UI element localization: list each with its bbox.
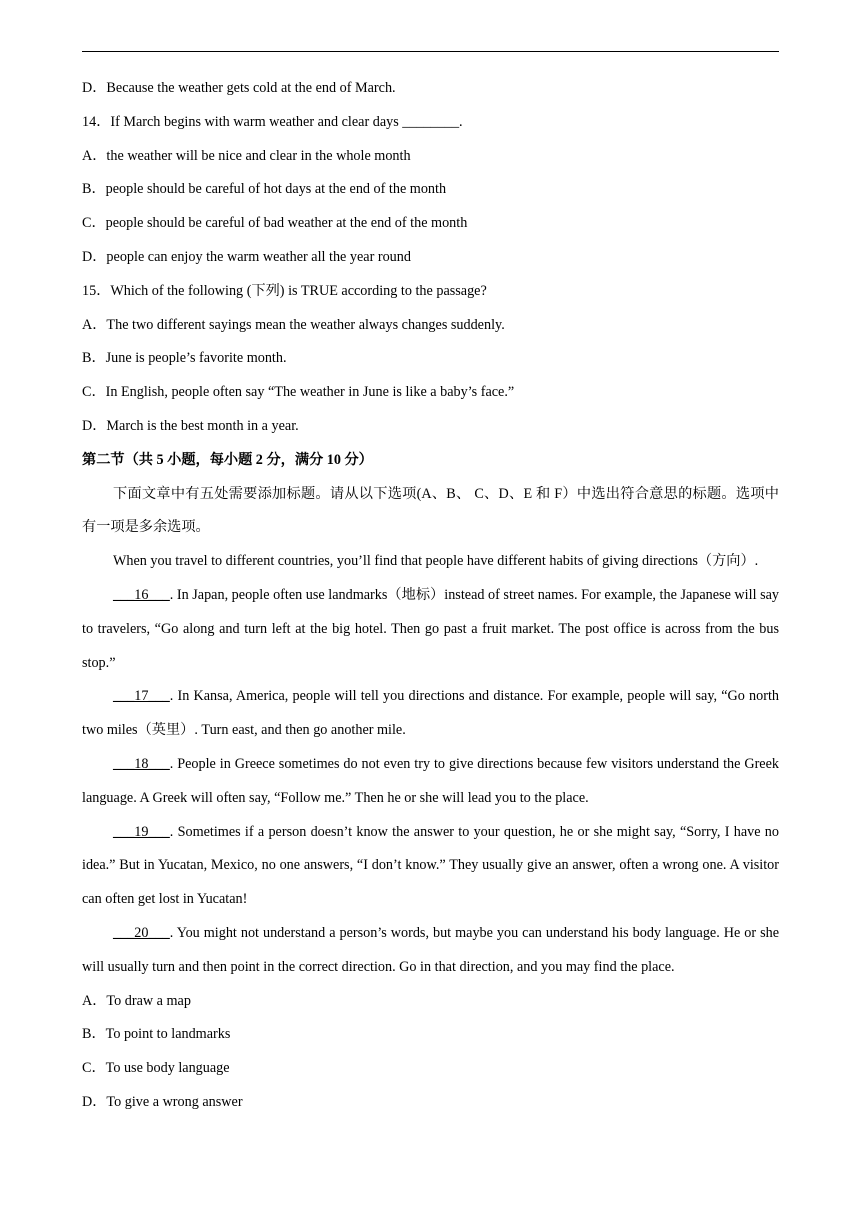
blank-18: ___18___ bbox=[113, 755, 170, 772]
passage-paragraph-17 bbox=[82, 680, 779, 748]
document-body bbox=[82, 72, 779, 1120]
q14-option-d: D．people can enjoy the warm weather all the year round bbox=[82, 248, 411, 265]
q15-option-c: C．In English, people often say “The weather in June is like a baby’s face.” bbox=[82, 384, 515, 401]
header-rule bbox=[82, 51, 779, 52]
q15-question: 15．Which of the following (下列) is TRUE according to the passage? bbox=[82, 282, 487, 299]
blank-20: ___20___ bbox=[113, 924, 170, 941]
blank-17: ___17___ bbox=[113, 688, 170, 705]
passage-paragraph-20 bbox=[82, 917, 779, 985]
paragraph-19-text: . Sometimes if a person doesn’t know the answer to your question, he or she might say, “Sorry, I have no idea.” But in Yucatan, Mexico, no one answers, “I don’t know.” They usually give an answer, often a wrong one. A visitor can often get lost in Yucatan! bbox=[82, 823, 779, 908]
passage-intro: When you travel to different countries, you’ll find that people have different habits of giving directions（方向）. bbox=[113, 553, 759, 570]
section2-heading: 第二节（共 5 小题，每小题 2 分，满分 10 分） bbox=[82, 451, 373, 468]
paragraph-20-text: . You might not understand a person’s words, but maybe you can understand his body language. He or she will usually turn and then point in the correct direction. Go in that direction, and you may find the place. bbox=[82, 924, 779, 975]
q13-option-d: D．Because the weather gets cold at the end of March. bbox=[82, 80, 396, 96]
paragraph-18-text: . People in Greece sometimes do not even try to give directions because few visitors understand the Greek language. A Greek will often say, “Follow me.” Then he or she will lead you to the place. bbox=[82, 755, 779, 806]
section2-instruction: 下面文章中有五处需要添加标题。请从以下选项(A、B、 C、D、E 和 F）中选出符合意思的标题。选项中有一项是多余选项。 bbox=[82, 485, 779, 536]
q14-option-c: C．people should be careful of bad weather at the end of the month bbox=[82, 215, 468, 232]
paragraph-17-text: . In Kansa, America, people will tell you directions and distance. For example, people will say, “Go north two miles（英里）. Turn east, and then go another mile. bbox=[82, 688, 779, 739]
paragraph-16-text: . In Japan, people often use landmarks（地标）instead of street names. For example, the Japanese will say to travelers, “Go along and turn left at the big hotel. Then go past a fruit market. The post office is across from the bus stop.” bbox=[82, 586, 779, 671]
q14-option-a: A．the weather will be nice and clear in the whole month bbox=[82, 147, 411, 164]
q15-option-b: B．June is people’s favorite month. bbox=[82, 350, 287, 367]
q14-question: 14．If March begins with warm weather and clear days ________. bbox=[82, 113, 463, 130]
heading-option-a: A．To draw a map bbox=[82, 992, 191, 1009]
heading-option-c: C．To use body language bbox=[82, 1060, 230, 1077]
passage-paragraph-18 bbox=[82, 748, 779, 816]
q14-option-b: B．people should be careful of hot days at the end of the month bbox=[82, 181, 447, 198]
heading-option-b: B．To point to landmarks bbox=[82, 1026, 231, 1043]
heading-option-d: D．To give a wrong answer bbox=[82, 1093, 243, 1110]
q15-option-a: A．The two different sayings mean the weather always changes suddenly. bbox=[82, 316, 505, 333]
blank-16: ___16___ bbox=[113, 586, 170, 603]
passage-paragraph-16 bbox=[82, 579, 779, 680]
q15-option-d: D．March is the best month in a year. bbox=[82, 417, 299, 434]
passage-paragraph-19 bbox=[82, 816, 779, 917]
blank-19: ___19___ bbox=[113, 823, 170, 840]
